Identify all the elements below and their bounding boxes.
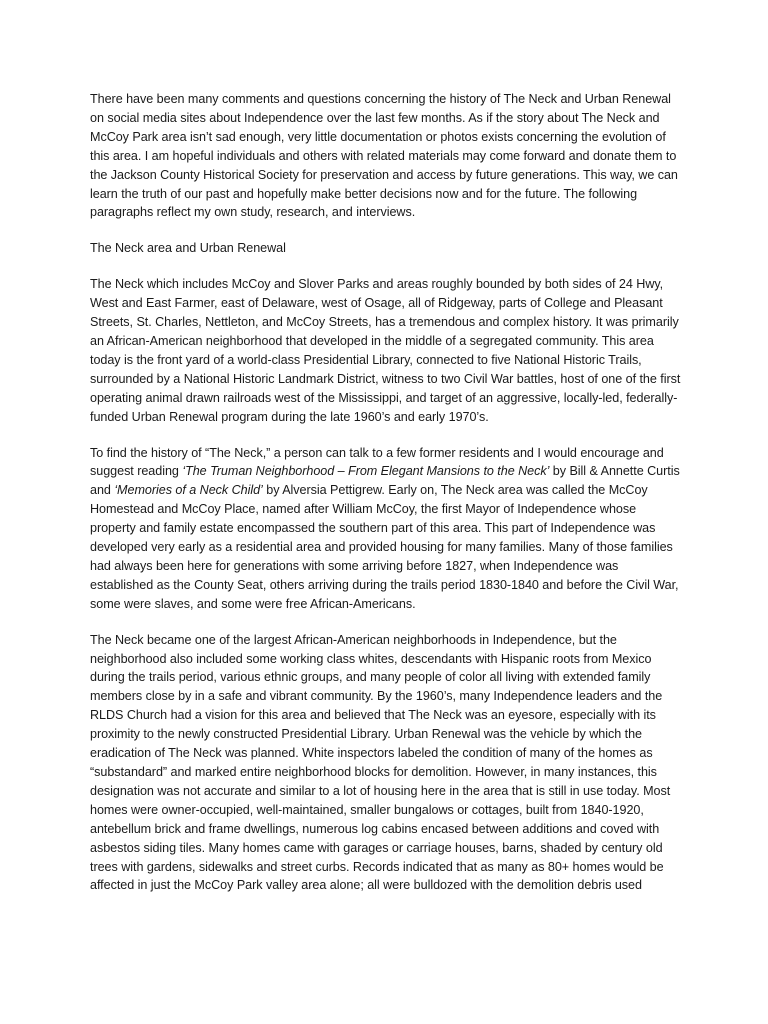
document-page: [90, 90, 682, 912]
book-title-memories-neck-child: ‘Memories of a Neck Child’: [114, 483, 263, 498]
urban-renewal-paragraph: The Neck became one of the largest African-American neighborhoods in Independence, but the neighborhood also included some working class whites, descendants with Hispanic roots from Mexico during the trails period, various ethnic groups, and many people of color all living with extended family members close by in a safe and vibrant community. By the 1960’s, many Independence leaders and the RLDS Church had a vision for this area and believed that The Neck was an eyesore, especially with its proximity to the newly constructed Presidential Library. Urban Renewal was the vehicle by which the eradication of The Neck was planned. White inspectors labeled the condition of many of the homes as “substandard” and marked entire neighborhood blocks for demolition. However, in many instances, this designation was not accurate and similar to a lot of housing here in the area that is still in use today. Most homes were owner-occupied, well-maintained, smaller bungalows or cottages, built from 1840-1920, antebellum brick and frame dwellings, numerous log cabins encased between additions and coved with asbestos siding tiles. Many homes came with garages or carriage houses, barns, shaded by century old trees with gardens, sidewalks and street curbs. Records indicated that as many as 80+ homes would be affected in just the McCoy Park valley area alone; all were bulldozed with the demolition debris used: [90, 632, 671, 893]
paragraph-text-start: To find the history of “The Neck,” a person can talk to a few former residents and I would encourage and suggest reading: [90, 445, 664, 479]
paragraph-text-mid: by Bill & Annette Curtis and: [90, 464, 680, 498]
book-title-truman-neighborhood: ‘The Truman Neighborhood – From Elegant Mansions to the Neck’: [182, 464, 550, 479]
reading-suggestion-paragraph: [90, 444, 682, 614]
intro-paragraph: There have been many comments and questions concerning the history of The Neck and Urban Renewal on social media sites about Independence over the last few months. As if the story about The Neck and McCoy Park area isn’t sad enough, very little documentation or photos exists concerning the evolution of this area. I am hopeful individuals and others with related materials may come forward and donate them to the Jackson County Historical Society for preservation and access by future generations. This way, we can learn the truth of our past and hopefully make better decisions now and for the future. The following paragraphs reflect my own study, research, and interviews.: [90, 92, 678, 220]
neck-history-paragraph: The Neck which includes McCoy and Slover Parks and areas roughly bounded by both sides of 24 Hwy, West and East Farmer, east of Delaware, west of Osage, all of Ridgeway, parts of College and Pleasant Streets, St. Charles, Nettleton, and McCoy Streets, has a tremendous and complex history. It was primarily an African-American neighborhood that developed in the middle of a segregated community. This area today is the front yard of a world-class Presidential Library, connected to five National Historic Trails, surrounded by a National Historic Landmark District, witness to two Civil War battles, host of one of the first operating animal drawn railroads west of the Mississippi, and target of an aggressive, locally-led, federally-funded Urban Renewal program during the late 1960’s and early 1970’s.: [90, 277, 681, 424]
section-heading: The Neck area and Urban Renewal: [90, 241, 286, 256]
paragraph-text-end: by Alversia Pettigrew. Early on, The Neck area was called the McCoy Homestead and McCoy Place, named after William McCoy, the first Mayor of Independence whose property and family estate encompassed the southern part of this area. This part of Independence was developed very early as a residential area and provided housing for many families. Many of those families had always been here for generations with some arriving before 1827, when Independence was established as the County Seat, others arriving during the trails period 1830-1840 and before the Civil War, some were slaves, and some were free African-Americans.: [90, 483, 679, 611]
